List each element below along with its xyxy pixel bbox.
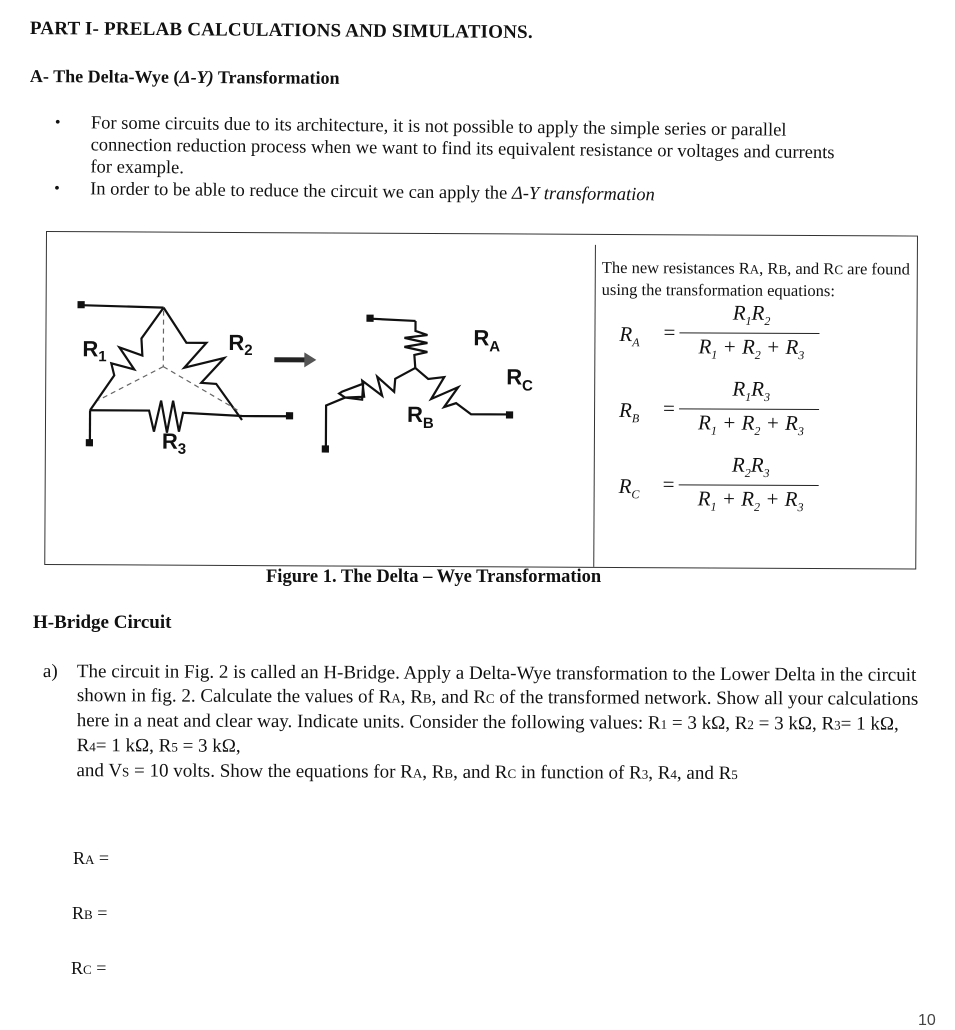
bullet-icon: • [54,178,60,200]
delta-wye-diagram-icon [45,232,595,567]
equation-rb: $R_B$ = $R_1R_3$ $R_1 + R_2 + R_3$ [601,376,911,454]
question-text: The circuit in Fig. 2 is called an H-Bridge. Apply a Delta-Wye transformation to the Lower Delta in the circuit shown in fig. 2. Calculate the values of RA, RB, and RC of the transformed network. Show all your calculations here in a neat and clear way. Indicate units. Consider the following values: R1 = 3 kΩ, R2 = 3 kΩ, R3= 1 kΩ, R4= 1 kΩ, R5 = 3 kΩ, and VS = 10 volts. Show the equations for RA, RB, and RC in function of R3, R4, and R5 [76,660,923,788]
section-a-prefix: A- The Delta-Wye ( [30,66,180,87]
section-a-suffix: Transformation [214,67,340,88]
bullet-icon: • [55,112,61,134]
r3-label: $R_3$ [162,429,186,458]
equation-rc: $R_C$ = $R_2R_3$ $R_1 + R_2 + R_3$ [600,452,910,530]
value-r5: R5 = 3 kΩ, [159,736,241,757]
delta-dashed-guides-icon [98,310,240,411]
transformation-equations [600,257,911,530]
r2-label: $R_2$ [228,330,252,359]
hbridge-heading: H-Bridge Circuit [33,612,171,634]
figure-caption: Figure 1. The Delta – Wye Transformation [266,567,601,588]
r1-label: $R_1$ [82,336,106,365]
part-heading: PART I- PRELAB CALCULATIONS AND SIMULATIONS. [30,18,533,44]
bullet-item [54,112,855,186]
bullet-list [54,112,855,208]
page-number: 10 [918,1012,936,1030]
rc-label: $R_C$ [506,364,533,394]
value-r3: R3= 1 kΩ, [821,713,898,734]
circuit-diagram [45,232,595,567]
figure-1 [44,231,918,570]
answer-rc[interactable]: RC = [71,958,106,979]
rb-label: $R_B$ [407,402,434,432]
bullet-text: For some circuits due to its architecture, it is not possible to apply the simple series or parallel connection reduction process when we want to find its equivalent resistance or voltages and currents for example. [90,113,834,178]
value-r2: R2 = 3 kΩ, [735,713,822,734]
question-a [42,660,923,788]
question-label: a) [43,660,58,684]
ra-label: $R_A$ [473,325,500,355]
answer-rb[interactable]: RB = [72,903,107,924]
bullet-italic-text: Δ-Y transformation [512,184,655,205]
equation-ra: $R_A$ = $R_1R_2$ $R_1 + R_2 + R_3$ [601,300,911,378]
bullet-text: In order to be able to reduce the circuit we can apply the [90,179,512,203]
delta-wye-symbol: Δ-Y) [179,67,213,87]
section-a-heading [30,66,340,89]
value-r4: R4= 1 kΩ, [77,735,159,756]
right-arrow-icon [274,352,316,367]
value-r1: R1 = 3 kΩ, [648,713,735,734]
equations-description: The new resistances RA, RB, and RC are found using the transformation equations: [602,257,912,302]
delta-network-icon [78,302,293,446]
value-vs: and VS = 10 volts. Show the equations for R [76,760,412,782]
answer-ra[interactable]: RA = [73,848,109,869]
